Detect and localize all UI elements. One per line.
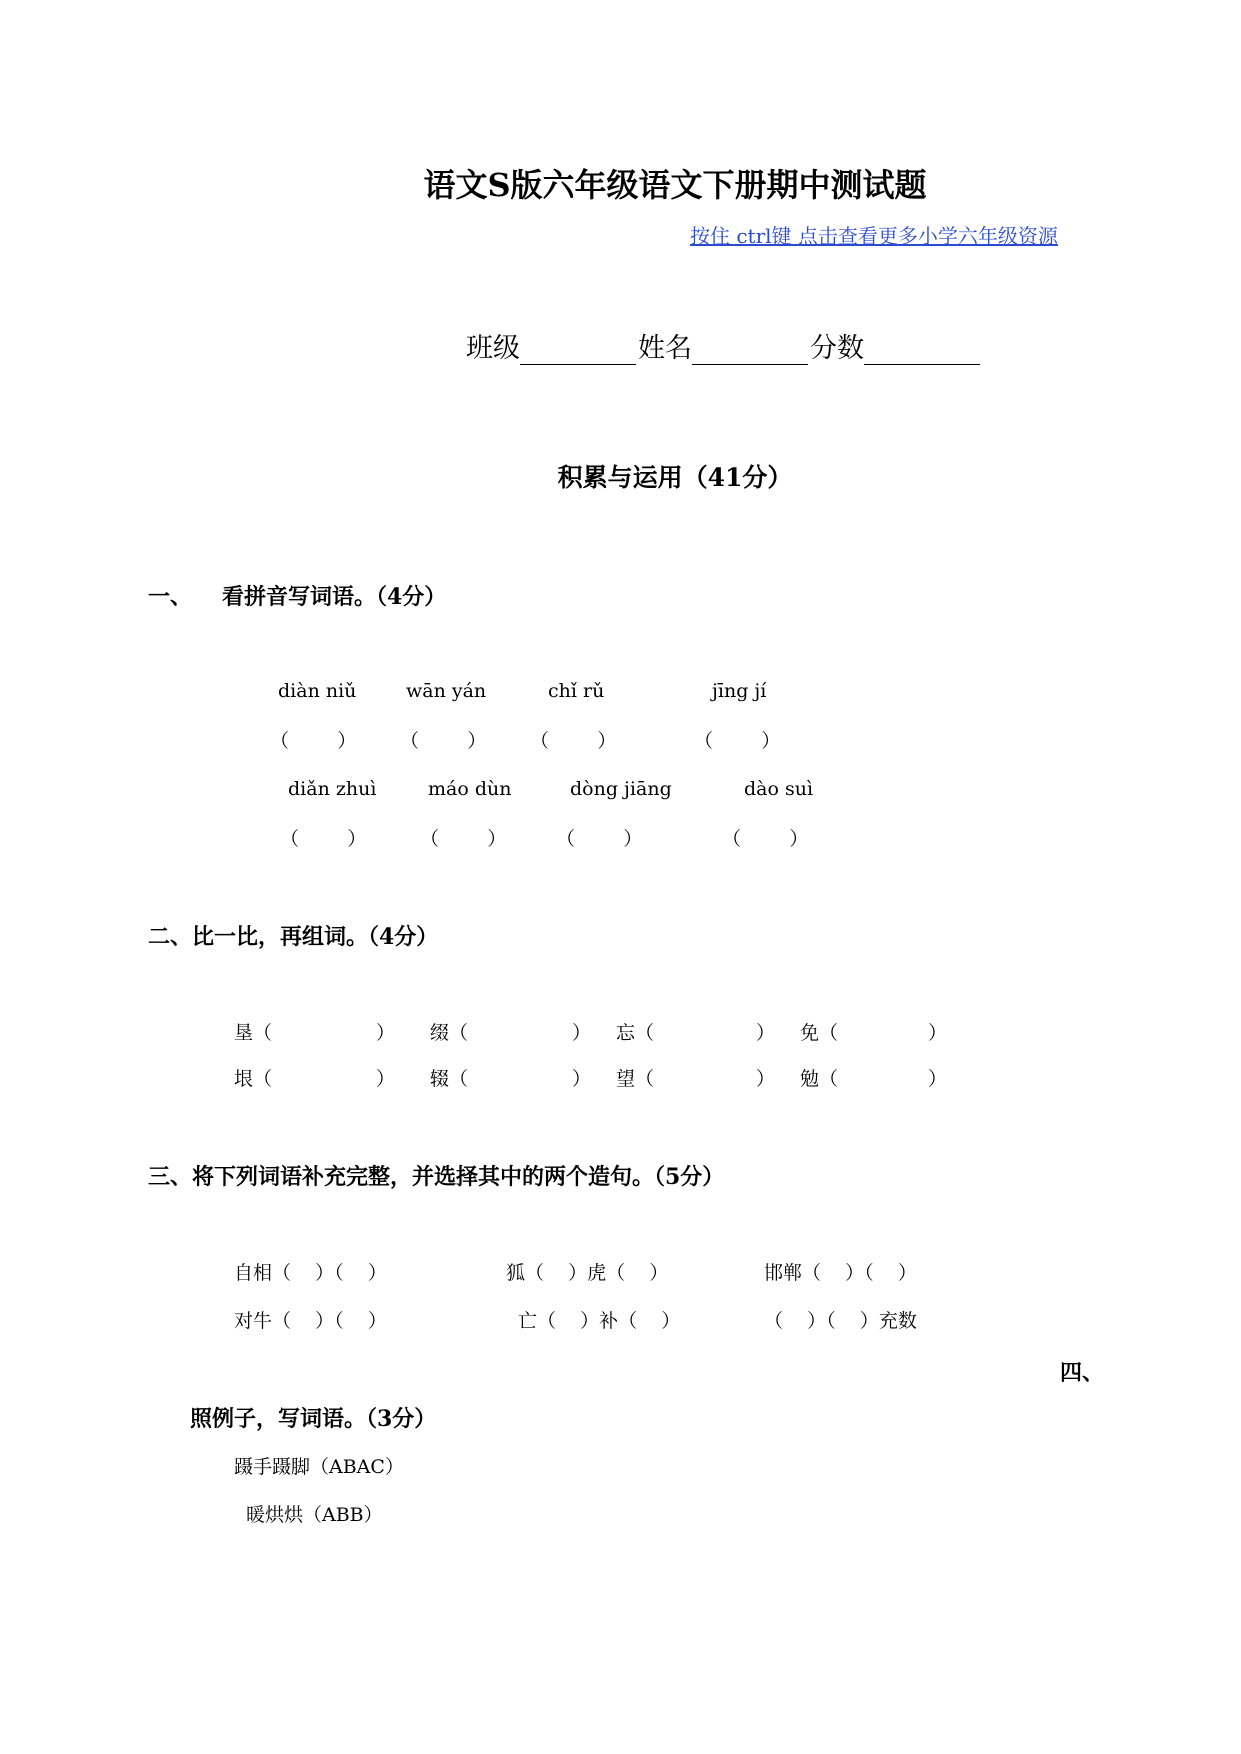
q3-idiom: 自相（ ）（ ） <box>234 1262 387 1284</box>
q2-close: ） <box>376 1068 396 1090</box>
q2-char: 勉（ <box>800 1068 839 1090</box>
q1-pinyin: wān yán <box>406 680 487 702</box>
q2-close: ） <box>572 1068 592 1090</box>
q2-char: 缀（ <box>430 1022 469 1044</box>
q2-close: ） <box>756 1068 776 1090</box>
q3-idiom: 对牛（ ）（ ） <box>234 1310 387 1332</box>
q2-close: ） <box>572 1022 592 1044</box>
score-blank[interactable] <box>864 336 980 365</box>
q2-close: ） <box>928 1022 948 1044</box>
answer-bracket[interactable]: （ ） <box>556 828 643 850</box>
q2-close: ） <box>756 1022 776 1044</box>
q2-char: 垦（ <box>234 1022 273 1044</box>
q2-close: ） <box>928 1068 948 1090</box>
q2-char: 望（ <box>616 1068 655 1090</box>
q3-idiom: 狐（ ）虎（ ） <box>506 1262 669 1284</box>
q1-pinyin: diàn niǔ <box>278 680 357 702</box>
answer-bracket[interactable]: （ ） <box>694 730 781 752</box>
score-label: 分数 <box>810 333 864 364</box>
q4-example: 蹑手蹑脚（ABAC） <box>234 1456 404 1478</box>
answer-bracket[interactable]: （ ） <box>420 828 507 850</box>
q1-pinyin: dào suì <box>744 778 814 800</box>
q1-title: 看拼音写词语。（4分） <box>222 584 447 610</box>
answer-bracket[interactable]: （ ） <box>722 828 809 850</box>
class-label: 班级 <box>466 333 520 364</box>
q1-pinyin: dòng jiāng <box>570 778 672 800</box>
answer-bracket[interactable]: （ ） <box>280 828 367 850</box>
q1-number: 一、 <box>148 584 193 610</box>
q3-idiom: （ ）（ ）充数 <box>764 1310 917 1332</box>
q1-pinyin: máo dùn <box>428 778 512 800</box>
q2-close: ） <box>376 1022 396 1044</box>
answer-bracket[interactable]: （ ） <box>270 730 357 752</box>
q2-char: 免（ <box>800 1022 839 1044</box>
q2-title: 二、比一比，再组词。（4分） <box>148 924 439 950</box>
q4-example: 暖烘烘（ABB） <box>246 1504 383 1526</box>
name-label: 姓名 <box>638 333 692 364</box>
q2-char: 忘（ <box>616 1022 655 1044</box>
q2-char: 辍（ <box>430 1068 469 1090</box>
q4-title: 照例子，写词语。（3分） <box>190 1406 437 1432</box>
answer-bracket[interactable]: （ ） <box>400 730 487 752</box>
q4-number: 四、 <box>1060 1360 1105 1386</box>
q3-title: 三、将下列词语补充完整，并选择其中的两个造句。（5分） <box>148 1164 725 1190</box>
student-info-line <box>466 326 982 365</box>
q2-char: 垠（ <box>234 1068 273 1090</box>
answer-bracket[interactable]: （ ） <box>530 730 617 752</box>
section-title: 积累与运用（41分） <box>557 463 793 492</box>
q1-pinyin: chǐ rǔ <box>548 680 605 702</box>
resource-link[interactable]: 按住 ctrl键 点击查看更多小学六年级资源 <box>690 224 1058 248</box>
name-blank[interactable] <box>692 336 808 365</box>
q1-pinyin: jīng jí <box>712 680 767 702</box>
page-title: 语文S版六年级语文下册期中测试题 <box>423 166 927 204</box>
q3-idiom: 亡（ ）补（ ） <box>518 1310 681 1332</box>
q3-idiom: 邯郸（ ）（ ） <box>764 1262 917 1284</box>
class-blank[interactable] <box>520 336 636 365</box>
q1-pinyin: diǎn zhuì <box>288 778 377 800</box>
